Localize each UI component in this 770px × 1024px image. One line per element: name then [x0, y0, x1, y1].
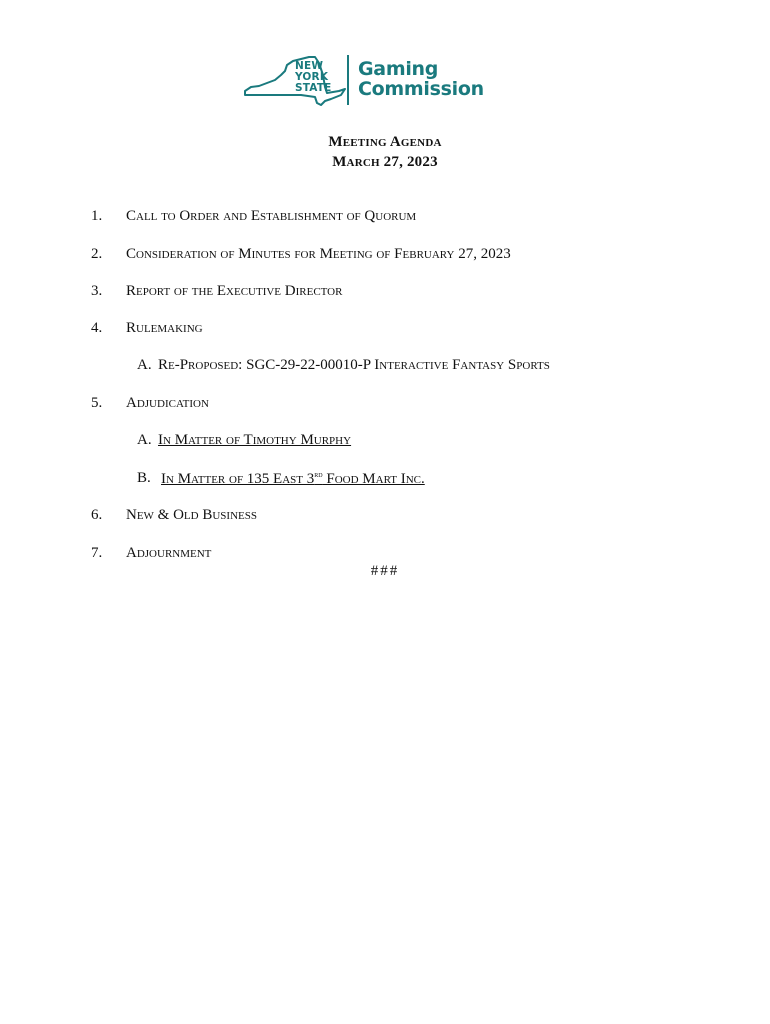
agenda-item-number: 1.: [91, 208, 103, 224]
agenda-item-text: Call to Order and Establishment of Quorum: [126, 208, 417, 224]
agenda-subitem-letter: A.: [137, 357, 152, 373]
agenda-subitem-sup: rd: [314, 470, 323, 479]
agenda-item-number: 7.: [91, 545, 103, 561]
agenda-subitem-link[interactable]: In Matter of Timothy Murphy: [158, 432, 352, 448]
logo-word-commission: Commission: [358, 78, 484, 100]
agenda-item-number: 3.: [91, 283, 103, 299]
agenda-item-number: 6.: [91, 507, 103, 523]
logo-state-line3: STATE: [295, 82, 332, 94]
agenda-item-text: Adjournment: [126, 545, 212, 561]
gaming-commission-logo: [241, 53, 486, 109]
logo-word-gaming: Gaming: [358, 58, 439, 80]
agenda-item-text: Adjudication: [126, 395, 209, 411]
agenda-item-number: 4.: [91, 320, 103, 336]
logo-divider: [347, 55, 349, 105]
agenda-title: Meeting Agenda: [328, 134, 442, 150]
agenda-item-number: 5.: [91, 395, 103, 411]
logo-state-line1: NEW: [295, 60, 324, 72]
agenda-subitem-letter: B.: [137, 470, 151, 486]
agenda-subitem-text: Re-Proposed: SGC-29-22-00010-P Interactive Fantasy Sports: [158, 357, 550, 373]
agenda-subitem-text-before: In Matter of 135 East 3: [161, 471, 315, 487]
end-mark: ###: [370, 563, 400, 579]
agenda-item-number: 2.: [91, 246, 103, 262]
agenda-item-text: Rulemaking: [126, 320, 203, 336]
agenda-item-text: Consideration of Minutes for Meeting of February 27, 2023: [126, 246, 511, 262]
logo-state-line2: YORK: [295, 71, 329, 83]
agenda-date: March 27, 2023: [332, 154, 438, 170]
agenda-item-text: New & Old Business: [126, 507, 257, 523]
agenda-subitem-letter: A.: [137, 432, 152, 448]
agenda-item-text: Report of the Executive Director: [126, 283, 343, 299]
agenda-subitem-text-after: Food Mart Inc.: [322, 471, 425, 487]
agenda-subitem-link[interactable]: [161, 470, 425, 488]
